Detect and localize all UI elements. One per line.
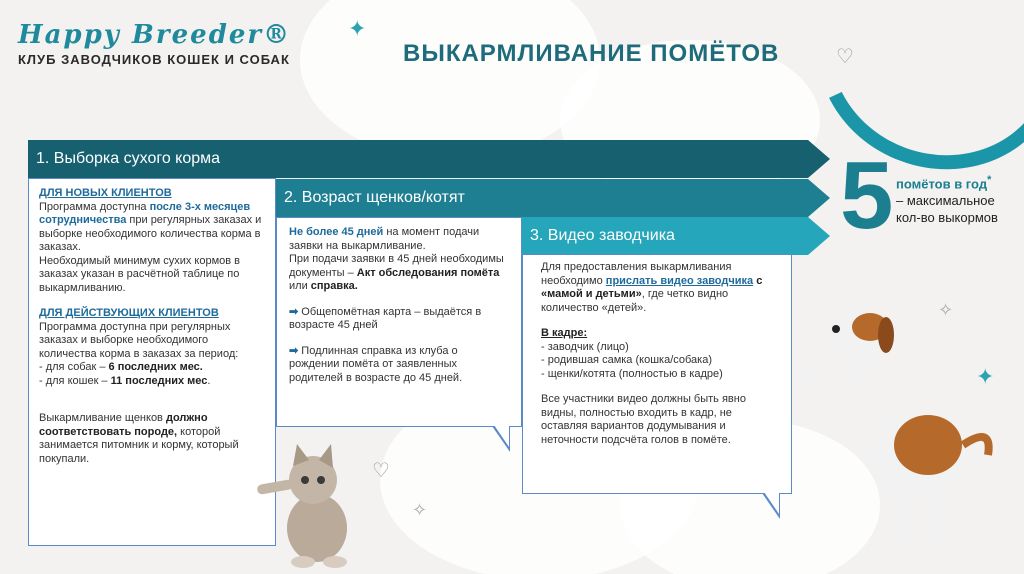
- list-item: - щенки/котята (полностью в кадре): [541, 367, 723, 380]
- logo-name: Happy Breeder®: [18, 20, 292, 50]
- text: .: [207, 374, 211, 387]
- stat-sup: *: [987, 174, 992, 186]
- arrow-icon: ➡: [289, 344, 299, 357]
- step-2-bar: 2. Возраст щенков/котят: [276, 179, 808, 217]
- list-item: - родившая самка (кошка/собака): [541, 354, 712, 366]
- stat-line2: – максимальное: [896, 193, 995, 209]
- new-clients-heading: ДЛЯ НОВЫХ КЛИЕНТОВ: [39, 187, 172, 199]
- stat-line1: помётов в год: [896, 176, 988, 192]
- text: , где четко видно количество «детей».: [541, 288, 729, 314]
- list-item: - заводчик (лицо): [541, 340, 629, 353]
- text: Необходимый минимум сухих кормов в заказах указан в расчётной таблице по выкармливанию.: [39, 254, 241, 294]
- highlight: прислать видео заводчика: [605, 274, 754, 287]
- text: - для кошек –: [39, 374, 111, 387]
- text: которой занимается питомник и корму, который покупали.: [39, 425, 239, 465]
- step-3-bar: 3. Видео заводчика: [522, 217, 808, 255]
- step-1-bar: 1. Выборка сухого корма: [28, 140, 808, 178]
- puppy-image: [798, 305, 998, 570]
- step-2-panel: [276, 217, 522, 427]
- sparkle-icon: ✦: [976, 364, 995, 389]
- frame-heading: В кадре:: [541, 327, 588, 339]
- text: Программа доступна: [39, 200, 150, 213]
- text: Программа доступна при регулярных заказах и выборке необходимого количества корма в заказах за период:: [39, 320, 239, 360]
- breed-requirement: должно соответствовать породе,: [39, 412, 208, 438]
- text: Все участники видео должны быть явно видны, полностью входить в кадр, не оставляя вариантов додумывания и неточности подсчёта голов в помёте.: [541, 393, 746, 446]
- text: Общепомётная карта – выдаётся в возрасте 45 дней: [289, 305, 482, 331]
- dogs-period: 6 последних мес.: [108, 361, 203, 373]
- text: Выкармливание щенков: [39, 412, 166, 424]
- cats-period: 11 последних мес: [110, 374, 208, 387]
- heart-icon: ♡: [836, 46, 854, 68]
- stat-text: [896, 172, 998, 226]
- sparkle-icon: ✧: [412, 500, 428, 520]
- callout-tail: [762, 493, 780, 519]
- stat-line3: кол-во выкормов: [896, 210, 998, 226]
- highlight: после 3-х месяцев сотрудничества: [39, 200, 251, 226]
- logo-subtitle: КЛУБ ЗАВОДЧИКОВ КОШЕК И СОБАК: [18, 52, 290, 67]
- age-limit: Не более 45 дней: [289, 226, 384, 238]
- sparkle-icon: ✦: [348, 16, 367, 41]
- text: - для собак –: [39, 361, 109, 373]
- kitten-image: [255, 438, 365, 568]
- text: с «мамой и детьми»: [541, 274, 763, 300]
- current-clients-heading: ДЛЯ ДЕЙСТВУЮЩИХ КЛИЕНТОВ: [39, 307, 219, 319]
- page-title: ВЫКАРМЛИВАНИЕ ПОМЁТОВ: [403, 40, 780, 67]
- doc-name: Акт обследования помёта: [356, 266, 500, 279]
- step-3-panel: [522, 254, 792, 494]
- text: Подлинная справка из клуба о рождении помёта от заявленных родителей в возрасте до 45 дней.: [289, 344, 463, 384]
- callout-tail: [492, 426, 510, 452]
- logo: [18, 20, 291, 67]
- stat-number: 5: [840, 142, 894, 249]
- arrow-icon: ➡: [289, 305, 299, 318]
- step-1-panel: [28, 178, 276, 546]
- sparkle-icon: ✧: [938, 300, 954, 320]
- text: При подачи заявки в 45 дней необходимы документы –: [289, 253, 504, 279]
- text: или: [289, 280, 311, 292]
- text: Для предоставления выкармливания необходимо: [541, 261, 732, 287]
- heart-icon: ♡: [372, 460, 390, 482]
- text: при регулярных заказах и выборке необходимого количества корма в заказах.: [39, 214, 262, 253]
- text: на момент подачи заявки на выкармливание.: [289, 226, 480, 252]
- doc-name: справка.: [310, 280, 358, 292]
